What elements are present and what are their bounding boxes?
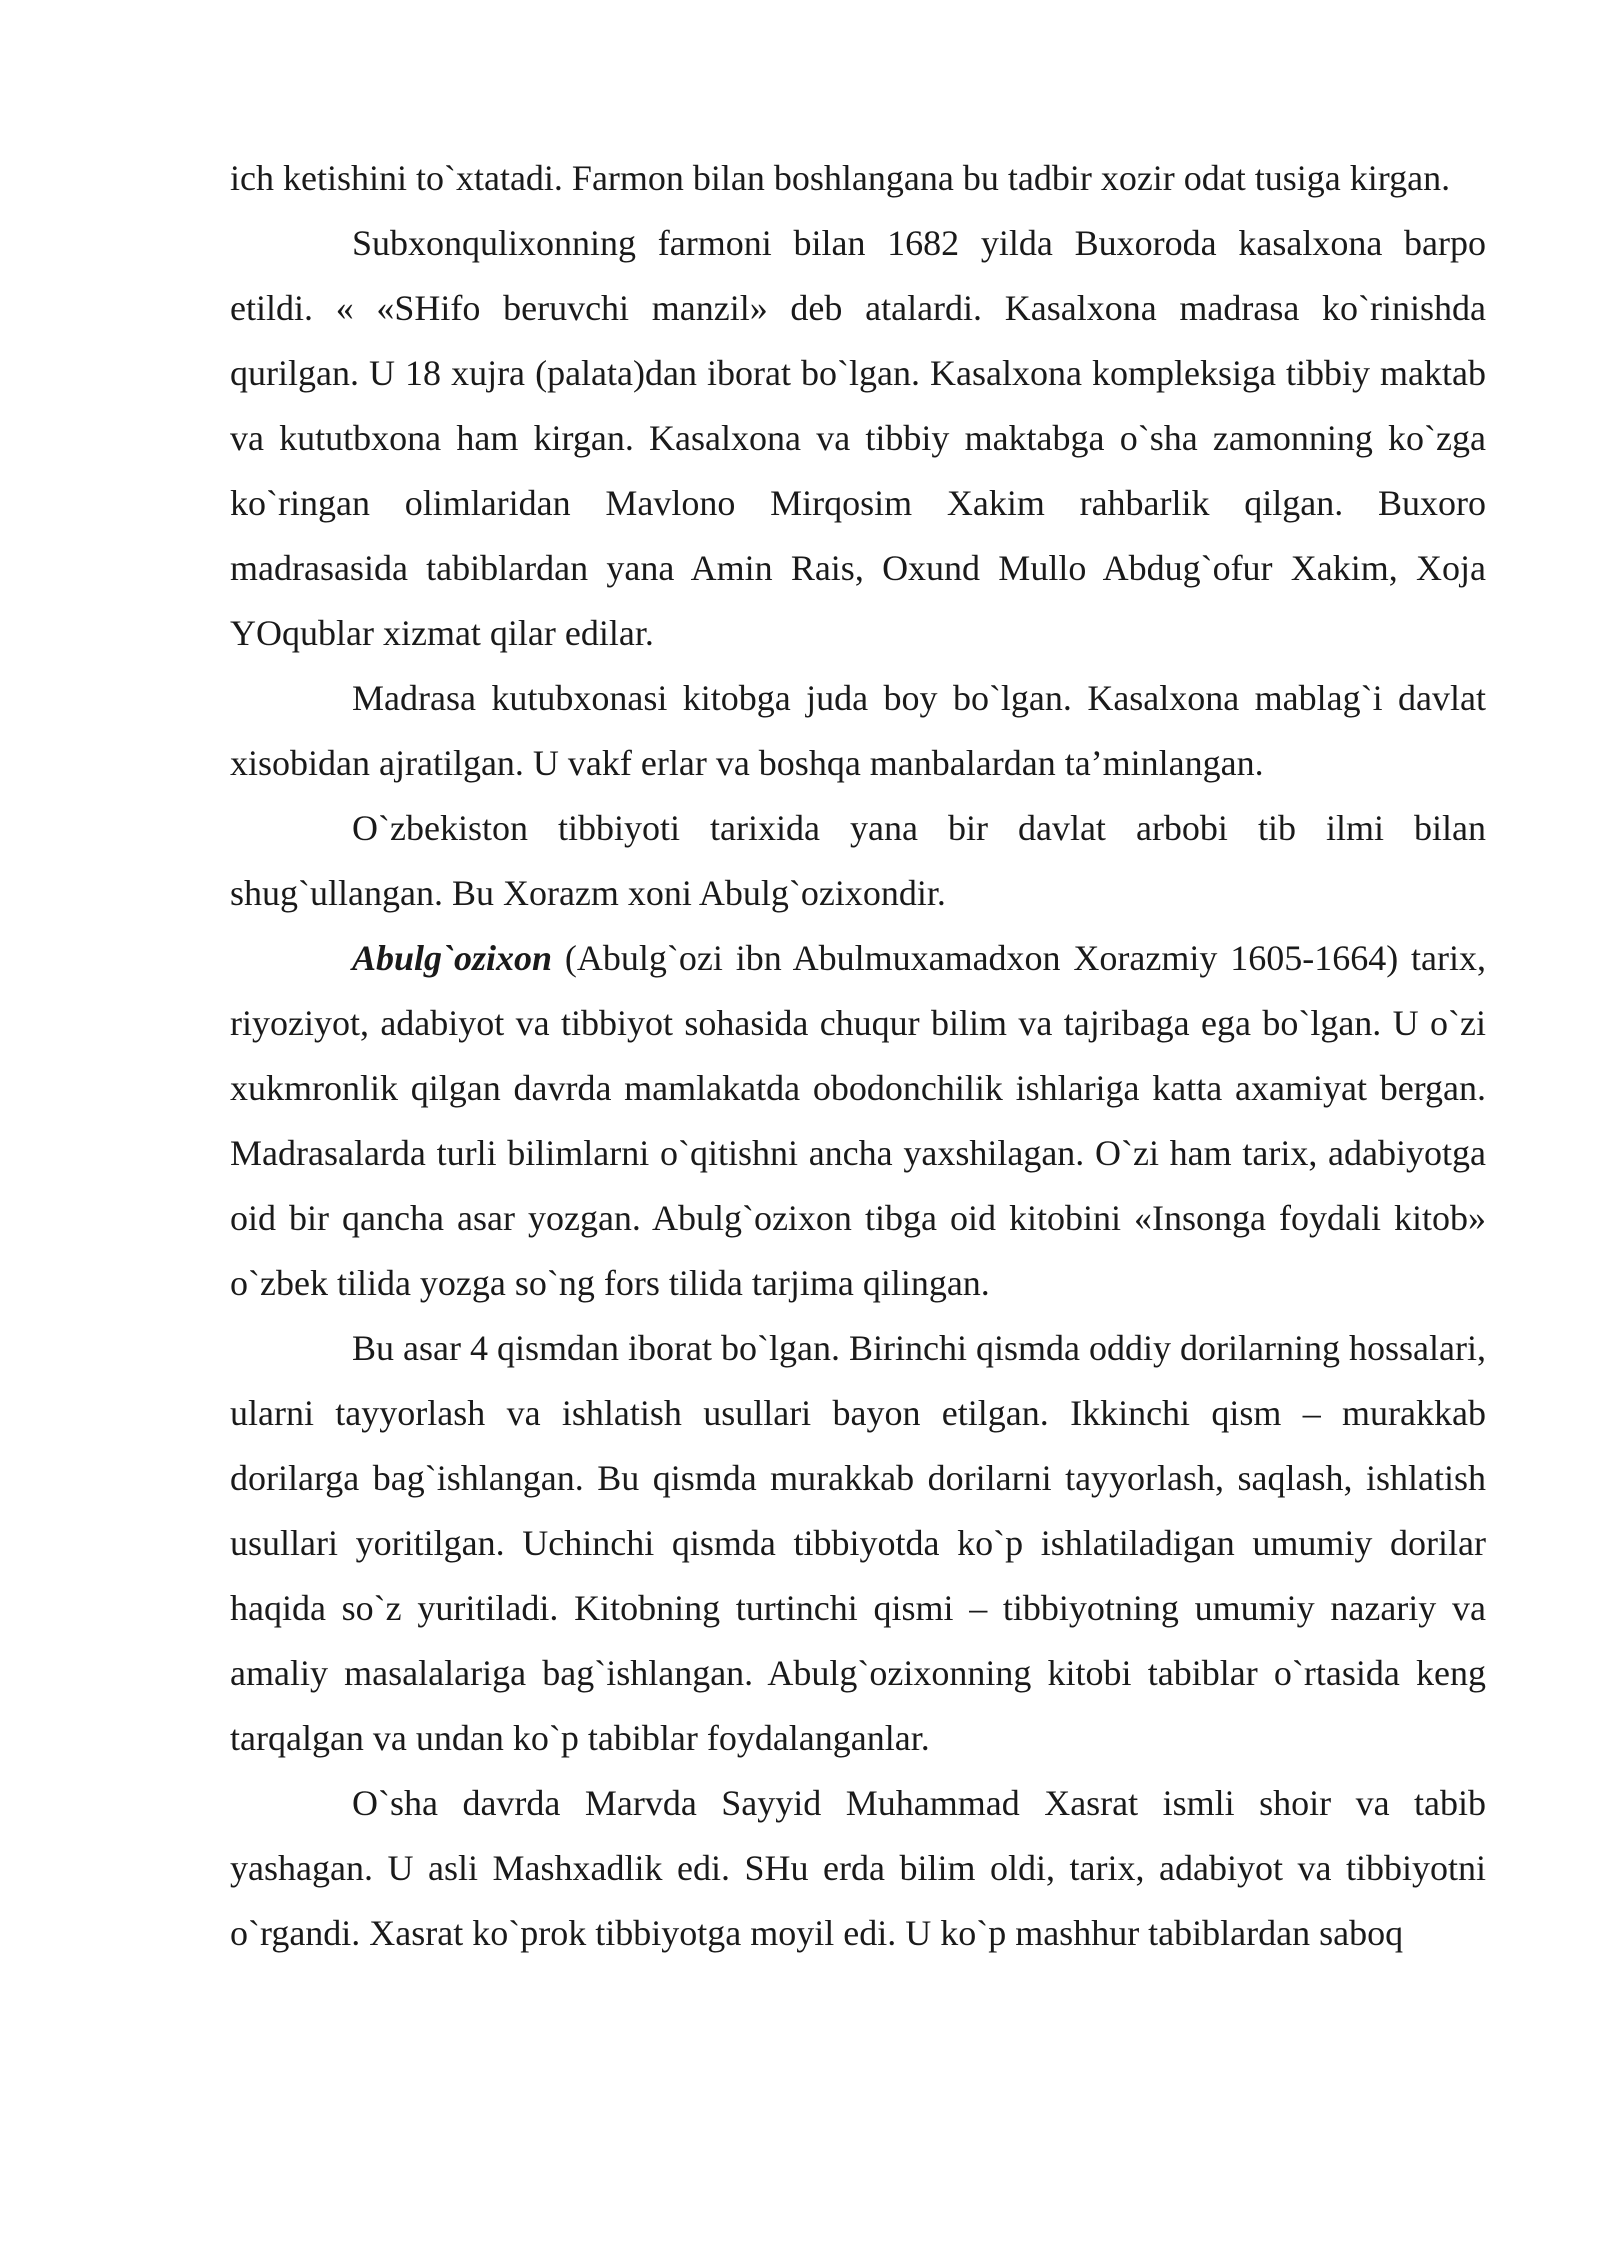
- paragraph-text: Bu asar 4 qismdan iborat bo`lgan. Birinchi qismda oddiy dorilarning hossalari, ularni tayyorlash va ishlatish usullari bayon etilgan. Ikkinchi qism – murakkab dorilarga bag`ishlangan. Bu qismda murakkab dorilarni tayyorlash, saqlash, ishlatish usullari yoritilgan. Uchinchi qismda tibbiyotda ko`p ishlatiladigan umumiy dorilar haqida so`z yuritiladi. Kitobning turtinchi qismi – tibbiyotning umumiy nazariy va amaliy masalalariga bag`ishlangan. Abulg`ozixonning kitobi tabiblar o`rtasida keng tarqalgan va undan ko`p tabiblar foydalanganlar.: [230, 1328, 1486, 1758]
- paragraph-bukhara-hospital: [230, 211, 1486, 666]
- paragraph-uzbek-medicine-history: [230, 796, 1486, 926]
- document-body: [230, 146, 1486, 1966]
- paragraph-marv-xasrat: [230, 1771, 1486, 1966]
- paragraph-text: (Abulg`ozi ibn Abulmuxamadxon Xorazmiy 1605-1664) tarix, riyoziyot, adabiyot va tibbiyot sohasida chuqur bilim va tajribaga ega bo`lgan. U o`zi xukmronlik qilgan davrda mamlakatda obodonchilik ishlariga katta axamiyat bergan. Madrasalarda turli bilimlarni o`qitishni ancha yaxshilagan. O`zi ham tarix, adabiyotga oid bir qancha asar yozgan. Abulg`ozixon tibga oid kitobini «Insonga foydali kitob» o`zbek tilida yozga so`ng fors tilida tarjima qilingan.: [230, 938, 1486, 1303]
- emphasized-name: Abulg`ozixon: [352, 938, 553, 978]
- paragraph-book-parts: [230, 1316, 1486, 1771]
- paragraph-text: O`sha davrda Marvda Sayyid Muhammad Xasrat ismli shoir va tabib yashagan. U asli Mashxadlik edi. SHu erda bilim oldi, tarix, adabiyot va tibbiyotni o`rgandi. Xasrat ko`prok tibbiyotga moyil edi. U ko`p mashhur tabiblardan saboq: [230, 1783, 1486, 1953]
- paragraph-madrasa-library: [230, 666, 1486, 796]
- paragraph-text: O`zbekiston tibbiyoti tarixida yana bir davlat arbobi tib ilmi bilan shug`ullangan. Bu Xorazm xoni Abulg`ozixondir.: [230, 808, 1486, 913]
- paragraph-text: Subxonqulixonning farmoni bilan 1682 yilda Buxoroda kasalxona barpo etildi. « «SHifo beruvchi manzil» deb atalardi. Kasalxona madrasa ko`rinishda qurilgan. U 18 xujra (palata)dan iborat bo`lgan. Kasalxona kompleksiga tibbiy maktab va kututbxona ham kirgan. Kasalxona va tibbiy maktabga o`sha zamonning ko`zga ko`ringan olimlaridan Mavlono Mirqosim Xakim rahbarlik qilgan. Buxoro madrasasida tabiblardan yana Amin Rais, Oxund Mullo Abdug`ofur Xakim, Xoja YOqublar xizmat qilar edilar.: [230, 223, 1486, 653]
- paragraph-text: ich ketishini to`xtatadi. Farmon bilan boshlangana bu tadbir xozir odat tusiga kirgan.: [230, 158, 1451, 198]
- paragraph-continuation: [230, 146, 1486, 211]
- paragraph-text: Madrasa kutubxonasi kitobga juda boy bo`lgan. Kasalxona mablag`i davlat xisobidan ajratilgan. U vakf erlar va boshqa manbalardan ta’minlangan.: [230, 678, 1486, 783]
- paragraph-abulgozixon: [230, 926, 1486, 1316]
